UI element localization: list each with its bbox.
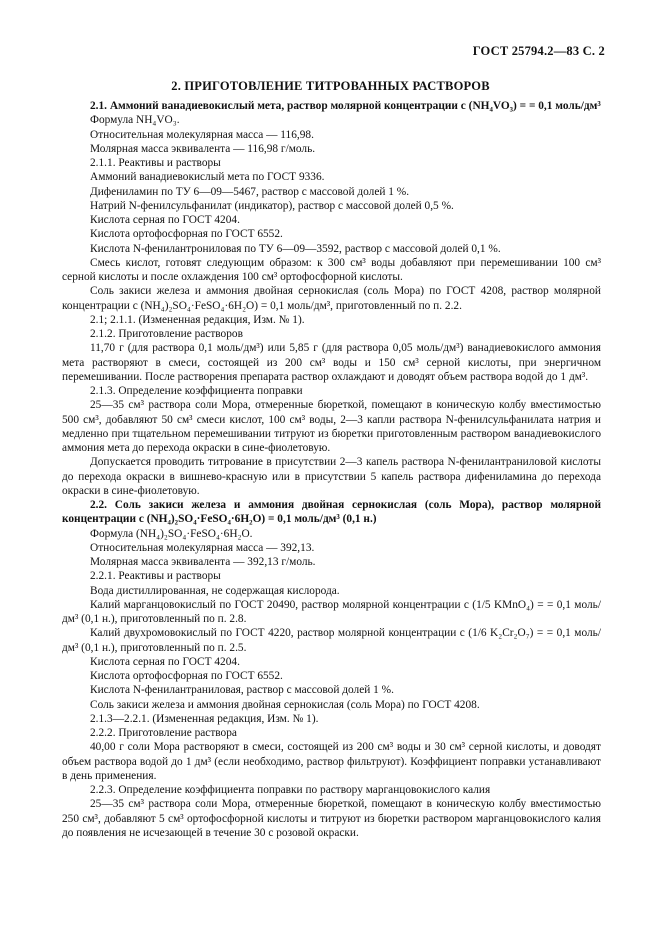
paragraph-2-2-heading: 2.2. Соль закиси железа и аммония двойная сернокислая (соль Мора), раствор молярной концентрации c (NH₄)₂SO₄·FeSO₄·6H₂O) = 0,1 моль/дм³ (0,1 н.) [62,499,601,526]
subsection-heading: 2.1.1. Реактивы и растворы [90,157,221,169]
titration-paragraph: 25—35 см³ раствора соли Мора, отмеренные бюреткой, помещают в коническую колбу вместимостью 250 см³, добавляют 5 см³ ортофосфорной кислоты и титруют из бюретки раствором марганцовокислого калия до появления не исчезающей в течение 30 с розовой окраски. [62,798,601,839]
section-title: 2. ПРИГОТОВЛЕНИЕ ТИТРОВАННЫХ РАСТВОРОВ [171,79,490,93]
body-text [62,99,601,840]
formula-line: Формула (NH₄)₂SO₄·FeSO₄·6H₂O. [90,527,253,540]
subsection-heading: 2.2.3. Определение коэффициента поправки по раствору марганцовокислого калия [90,784,491,796]
formula-line: Формула NH₄VO₃. [90,114,180,127]
titration-paragraph: 25—35 см³ раствора соли Мора, отмеренные бюреткой, помещают в коническую колбу вместимостью 500 см³, добавляют 50 см³ смеси кислот, 100 см³ воды, 2—3 капли раствора N-фенилсульфанилата натрия и медленно при тщательном перемешивании титруют из бюретки приготовленным раствором ванадиевокислого аммония мета до перехода окраски в сине-фиолетовую. [62,399,601,454]
molecular-mass-line: Относительная молекулярная масса — 116,98. [90,128,314,141]
subsection-heading: 2.1.2. Приготовление растворов [90,328,243,340]
reagent-line: Кислота серная по ГОСТ 4204. [90,214,240,226]
equivalent-mass-line: Молярная масса эквивалента — 392,13 г/моль. [90,556,316,568]
preparation-paragraph: 11,70 г (для раствора 0,1 моль/дм³) или 5,85 г (для раствора 0,05 моль/дм³) ванадиевокислого аммония мета растворяют в смеси, состоящей из 200 см³ воды и 150 см³ серной кислоты, при энергичном перемешивании. После растворения препарата раствор охлаждают и доводят объем раствора водой до 1 дм³. [62,342,601,383]
reagent-line: Кислота серная по ГОСТ 4204. [90,655,240,668]
reagent-line: Кислота ортофосфорная по ГОСТ 6552. [90,228,283,241]
reagent-line: Кислота N-фенилантрониловая по ТУ 6—09—3592, раствор с массовой долей 0,1 %. [90,242,501,255]
subsection-heading: 2.2.2. Приготовление раствора [90,727,237,739]
molecular-mass-line: Относительная молекулярная масса — 392,13. [90,541,315,554]
reagent-line: Дифениламин по ТУ 6—09—5467, раствор с массовой долей 1 %. [90,185,410,198]
titration-alternative-paragraph: Допускается проводить титрование в присутствии 2—3 капель раствора N-фенилантраниловой кислоты до перехода окраски в вишнево-красную или в присутствии 5 капель раствора дифениламина до перехода окраски в сине-фиолетовую. [62,456,601,497]
running-header: ГОСТ 25794.2—83 С. 2 [472,44,605,58]
reagent-line: Кислота N-фенилантраниловая, раствор с массовой долей 1 %. [90,684,394,697]
reagent-line: Соль закиси железа и аммония двойная сернокислая (соль Мора) по ГОСТ 4208. [90,698,480,711]
amendment-note: 2.1; 2.1.1. (Измененная редакция, Изм. № 1). [90,313,305,326]
reagent-paragraph: Калий марганцовокислый по ГОСТ 20490, раствор молярной концентрации c (1/5 KMnO₄) = = 0,1 моль/дм³ (0,1 н.), приготовленный по п. 2.8. [62,598,601,625]
subsection-heading: 2.2.1. Реактивы и растворы [90,570,221,583]
equivalent-mass-line: Молярная масса эквивалента — 116,98 г/моль. [90,142,316,155]
acid-mixture-paragraph: Смесь кислот, готовят следующим образом: к 300 см³ воды добавляют при перемешивании 100 см³ серной кислоты и после охлаждения 100 см³ ортофосфорной кислоты. [62,256,601,283]
subsection-heading: 2.1.3. Определение коэффициента поправки [90,385,303,397]
mohr-salt-paragraph: Соль закиси железа и аммония двойная сернокислая (соль Мора) по ГОСТ 4208, раствор молярной концентрации c (NH₄)₂SO₄·FeSO₄·6H₂O) = 0,1 моль/дм³, приготовленный по п. 2.2. [62,285,601,312]
reagent-line: Кислота ортофосфорная по ГОСТ 6552. [90,670,283,682]
reagent-paragraph: Калий двухромовокислый по ГОСТ 4220, раствор молярной концентрации c (1/6 K₂Cr₂O₇) = = 0,1 моль/дм³ (0,1 н.), приготовленный по п. 2.5. [62,627,601,654]
amendment-note: 2.1.3—2.2.1. (Измененная редакция, Изм. № 1). [90,712,319,725]
preparation-paragraph: 40,00 г соли Мора растворяют в смеси, состоящей из 200 см³ воды и 30 см³ серной кислоты, и доводят объем раствора водой до 1 дм³ (если необходимо, раствор фильтруют). Коэффициент поправки устанавливают в день применения. [62,741,601,782]
reagent-line: Вода дистиллированная, не содержащая кислорода. [90,584,340,597]
reagent-line: Натрий N-фенилсульфанилат (индикатор), раствор с массовой долей 0,5 %. [90,199,454,212]
paragraph-2-1-heading: 2.1. Аммоний ванадиевокислый мета, раствор молярной концентрации c (NH₄VO₃) = = 0,1 моль/дм³ [90,100,601,112]
reagent-line: Аммоний ванадиевокислый мета по ГОСТ 9336. [90,171,325,184]
